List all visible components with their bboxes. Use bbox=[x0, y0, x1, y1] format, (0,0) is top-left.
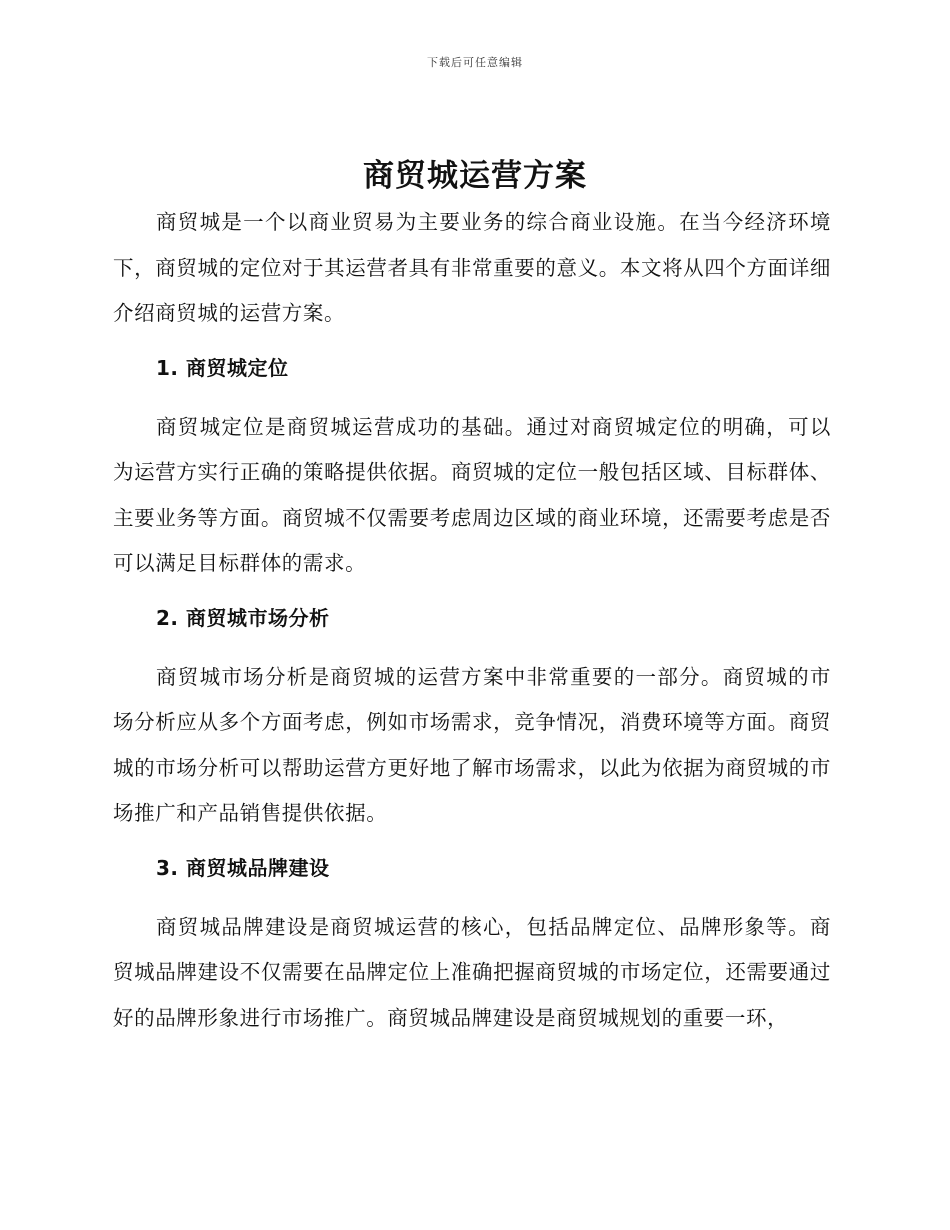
section-1-heading: 1. 商贸城定位 bbox=[156, 355, 289, 380]
section-3-heading: 3. 商贸城品牌建设 bbox=[156, 855, 330, 880]
section-1-paragraph: 商贸城定位是商贸城运营成功的基础。通过对商贸城定位的明确，可以为运营方实行正确的策略提供依据。商贸城的定位一般包括区域、目标群体、主要业务等方面。商贸城不仅需要考虑周边区域的商业环境，还需要考虑是否可以满足目标群体的需求。 bbox=[113, 414, 831, 575]
document-body bbox=[113, 200, 831, 1041]
intro-paragraph: 商贸城是一个以商业贸易为主要业务的综合商业设施。在当今经济环境下，商贸城的定位对于其运营者具有非常重要的意义。本文将从四个方面详细介绍商贸城的运营方案。 bbox=[113, 210, 831, 325]
header-note: 下载后可任意编辑 bbox=[427, 56, 523, 69]
section-3-paragraph: 商贸城品牌建设是商贸城运营的核心，包括品牌定位、品牌形象等。商贸城品牌建设不仅需要在品牌定位上准确把握商贸城的市场定位，还需要通过好的品牌形象进行市场推广。商贸城品牌建设是商贸城规划的重要一环， bbox=[113, 914, 831, 1030]
section-2-paragraph: 商贸城市场分析是商贸城的运营方案中非常重要的一部分。商贸城的市场分析应从多个方面考虑，例如市场需求，竞争情况，消费环境等方面。商贸城的市场分析可以帮助运营方更好地了解市场需求，以此为依据为商贸城的市场推广和产品销售提供依据。 bbox=[113, 664, 831, 825]
section-2-heading: 2. 商贸城市场分析 bbox=[156, 605, 330, 630]
document-title: 商贸城运营方案 bbox=[363, 158, 587, 194]
